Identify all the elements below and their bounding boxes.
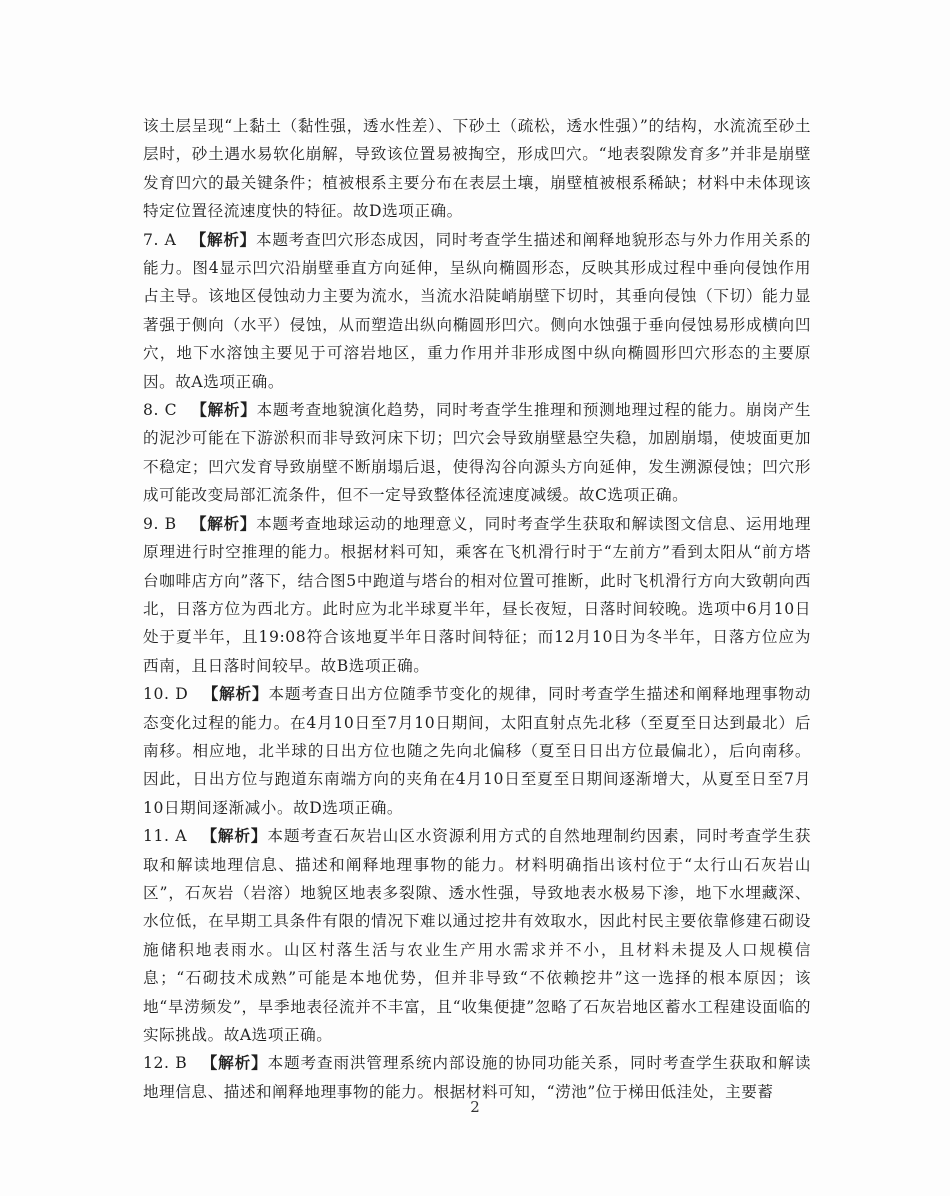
question-number: 7. A	[143, 230, 177, 249]
analysis-tag: 【解析】	[190, 513, 257, 533]
question-number: 11. A	[143, 827, 188, 846]
answer-item-11	[143, 822, 811, 1049]
answer-item-8	[143, 396, 811, 510]
analysis-tag: 【解析】	[201, 1053, 268, 1073]
paragraph-text: 该土层呈现“上黏土（黏性强，透水性差）、下砂土（疏松，透水性强）”的结构，水流流至砂土层时，砂土遇水易软化崩解，导致该位置易被掏空，形成凹穴。“地表裂隙发育多”并非是崩壁发育凹穴的最关键条件；植被根系主要分布在表层土壤，崩壁植被根系稀缺；材料中未体现该特定位置径流速度快的特征。故D选项正确。	[143, 117, 811, 221]
question-number: 9. B	[143, 514, 177, 533]
answer-item-10	[143, 680, 811, 822]
question-number: 8. C	[143, 401, 178, 420]
analysis-tag: 【解析】	[190, 229, 256, 249]
paragraph-continuation	[143, 112, 811, 226]
question-number: 10. D	[143, 685, 189, 704]
analysis-tag: 【解析】	[202, 684, 269, 704]
paragraph-text: 本题考查日出方位随季节变化的规律，同时考查学生描述和阐释地理事物动态变化过程的能力。在4月10日至7月10日期间，太阳直射点先北移（至夏至日达到最北）后南移。相应地，北半球的日出方位也随之先向北偏移（夏至日日出方位最偏北），后向南移。因此，日出方位与跑道东南端方向的夹角在4月10日至夏至日期间逐渐增大，从夏至日至7月10日期间逐渐减小。故D选项正确。	[143, 685, 811, 817]
paragraph-text: 本题考查地貌演化趋势，同时考查学生推理和预测地理过程的能力。崩岗产生的泥沙可能在下游淤积而非导致河床下切；凹穴会导致崩壁悬空失稳，加剧崩塌，使坡面更加不稳定；凹穴发育导致崩壁不断崩塌后退，使得沟谷向源头方向延伸，发生溯源侵蚀；凹穴形成可能改变局部汇流条件，但不一定导致整体径流速度减缓。故C选项正确。	[143, 401, 812, 505]
question-number: 12. B	[143, 1054, 188, 1073]
analysis-tag: 【解析】	[201, 826, 268, 846]
paragraph-text: 本题考查地球运动的地理意义，同时考查学生获取和解读图文信息、运用地理原理进行时空推理的能力。根据材料可知，乘客在飞机滑行时于“左前方”看到太阳从“前方塔台咖啡店方向”落下，结合图5中跑道与塔台的相对位置可推断，此时飞机滑行方向大致朝向西北，日落方位为西北方。此时应为北半球夏半年，昼长夜短，日落时间较晚。选项中6月10日处于夏半年，且19:08符合该地夏半年日落时间特征；而12月10日为冬半年，日落方位应为西南，且日落时间较早。故B选项正确。	[143, 514, 812, 675]
page-number: 2	[470, 1098, 480, 1116]
answer-item-7	[143, 226, 811, 396]
answer-explanations	[143, 112, 811, 1106]
answer-item-9	[143, 510, 811, 680]
paragraph-text: 本题考查石灰岩山区水资源利用方式的自然地理制约因素，同时考查学生获取和解读地理信息、描述和阐释地理事物的能力。材料明确指出该村位于“太行山石灰岩山区”，石灰岩（岩溶）地貌区地表多裂隙、透水性强，导致地表水极易下渗，地下水埋藏深、水位低，在早期工具条件有限的情况下难以通过挖井有效取水，因此村民主要依靠修建石砌设施储积地表雨水。山区村落生活与农业生产用水需求并不小，且材料未提及人口规模信息；“石砌技术成熟”可能是本地优势，但并非导致“不依赖挖井”这一选择的根本原因；该地“旱涝频发”，旱季地表径流并不丰富，且“收集便捷”忽略了石灰岩地区蓄水工程建设面临的实际挑战。故A选项正确。	[143, 827, 811, 1044]
analysis-tag: 【解析】	[191, 400, 257, 420]
paragraph-text: 本题考查凹穴形态成因，同时考查学生描述和阐释地貌形态与外力作用关系的能力。图4显示凹穴沿崩壁垂直方向延伸，呈纵向椭圆形态，反映其形成过程中垂向侵蚀作用占主导。该地区侵蚀动力主要为流水，当流水沿陡峭崩壁下切时，其垂向侵蚀（下切）能力显著强于侧向（水平）侵蚀，从而塑造出纵向椭圆形凹穴。侧向水蚀强于垂向侵蚀易形成横向凹穴，地下水溶蚀主要见于可溶岩地区，重力作用并非形成图中纵向椭圆形凹穴形态的主要原因。故A选项正确。	[143, 230, 812, 391]
paragraph-text: 本题考查雨洪管理系统内部设施的协同功能关系，同时考查学生获取和解读地理信息、描述和阐释地理事物的能力。根据材料可知，“涝池”位于梯田低洼处，主要蓄	[143, 1054, 812, 1101]
